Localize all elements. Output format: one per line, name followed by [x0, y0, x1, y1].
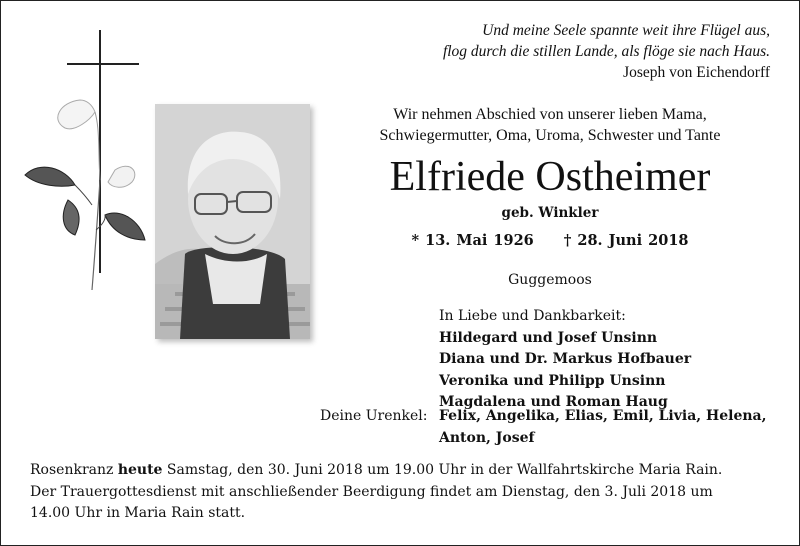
quote-line-2: flog durch die stillen Lande, als flöge sie nach Haus. — [442, 43, 770, 60]
hometown: Guggemoos — [508, 272, 592, 288]
service-line-2: Der Trauergottesdienst mit anschließender Beerdigung findet am Dienstag, den 3. Juli 2018 um — [30, 483, 713, 500]
deceased-name: Elfriede Ostheimer — [389, 154, 711, 200]
great-grandchildren-line-2: Anton, Josef — [439, 429, 535, 446]
mourners-list — [439, 306, 779, 414]
intro-line-2: Schwiegermutter, Oma, Uroma, Schwester und Tante — [379, 127, 721, 144]
service-today: heute — [117, 462, 163, 478]
mourner-2: Diana und Dr. Markus Hofbauer — [439, 351, 692, 367]
death-date: † 28. Juni 2018 — [563, 232, 689, 249]
intro-text — [330, 104, 770, 146]
service-line-1 — [30, 460, 775, 482]
mourners-intro: In Liebe und Dankbarkeit: — [439, 308, 626, 324]
poem-quote — [330, 20, 770, 83]
life-dates — [330, 232, 770, 249]
mourner-1: Hildegard und Josef Unsinn — [439, 329, 658, 346]
intro-line-1: Wir nehmen Abschied von unserer lieben Mama, — [393, 106, 707, 123]
birth-date: * 13. Mai 1926 — [411, 232, 534, 249]
quote-author: Joseph von Eichendorff — [623, 64, 770, 81]
mourner-4: Magdalena und Roman Haug — [439, 394, 668, 410]
maiden-name: geb. Winkler — [501, 205, 599, 221]
service-text-b: Samstag, den 30. Juni 2018 um 19.00 Uhr in der Wallfahrtskirche Maria Rain. — [162, 462, 723, 478]
portrait-photo — [155, 104, 310, 339]
lily-icon — [20, 90, 150, 300]
great-grandchildren-names — [439, 406, 789, 449]
cross-icon-bar — [67, 63, 139, 65]
service-line-3: 14.00 Uhr in Maria Rain statt. — [30, 505, 246, 521]
service-info — [30, 460, 775, 525]
mourner-3: Veronika und Philipp Unsinn — [439, 372, 666, 389]
great-grandchildren-label: Deine Urenkel: — [320, 408, 428, 424]
portrait-image — [155, 104, 310, 339]
service-text-a: Rosenkranz — [30, 462, 118, 478]
great-grandchildren-line-1: Felix, Angelika, Elias, Emil, Livia, Helena, — [439, 408, 767, 424]
quote-line-1: Und meine Seele spannte weit ihre Flügel aus, — [482, 22, 770, 39]
